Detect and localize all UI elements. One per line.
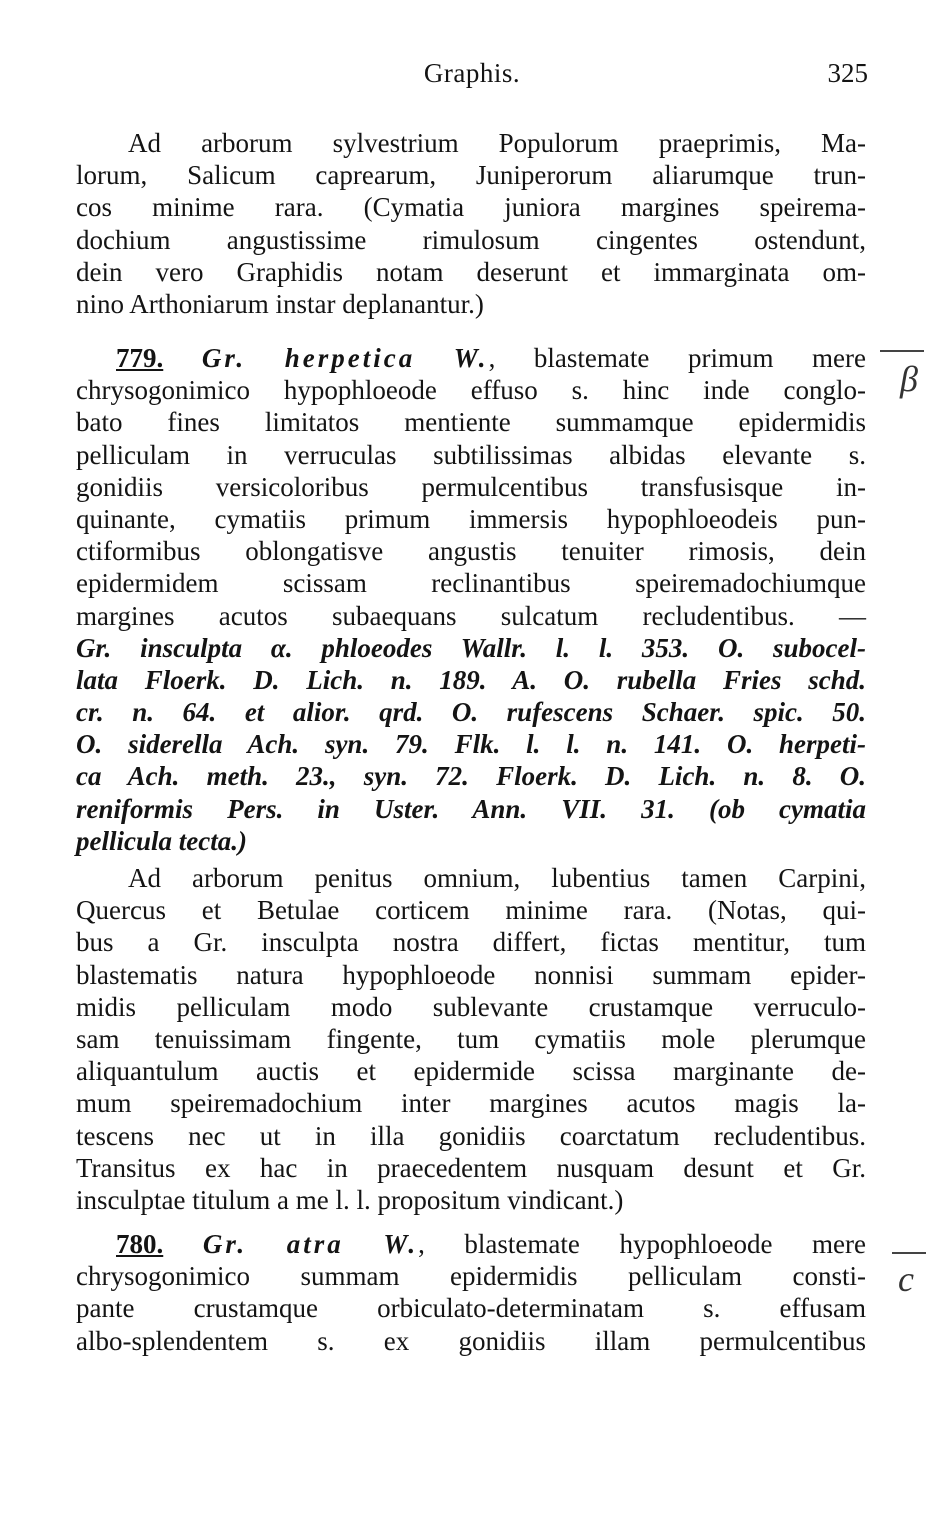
text-line: bato fines limitatos mentiente summamque epidermidis	[76, 407, 866, 438]
page-number: 325	[827, 58, 868, 88]
text-line: Quercus et Betulae corticem minime rara. (Notas, qui-	[76, 895, 866, 926]
genus-name: Gr.	[201, 343, 247, 373]
page-header	[76, 58, 868, 98]
text-line: gonidiis versicoloribus permulcentibus transfusisque in-	[76, 471, 866, 502]
text-line: midis pelliculam modo sublevante crustamque verruculo-	[76, 991, 866, 1022]
text-line: bus a Gr. insculpta nostra differt, fictas mentitur, tum	[76, 927, 866, 958]
margin-note-c: c	[898, 1259, 914, 1299]
synonymy-line	[76, 696, 866, 728]
genus-name: Gr.	[202, 1229, 248, 1259]
synonymy-line	[76, 632, 866, 664]
text-line: Ad arborum penitus omnium, lubentius tamen Carpini,	[128, 863, 866, 893]
entry-780	[76, 1228, 866, 1357]
text-line: tescens nec ut in illa gonidiis coarctatum recludentibus.	[76, 1120, 866, 1151]
text-line: aliquantulum auctis et epidermide scissa marginante de-	[76, 1056, 866, 1087]
margin-note-beta: β	[900, 359, 918, 399]
text-line: nino Arthoniarum instar deplanantur.)	[76, 288, 484, 319]
entry-number: 779.	[116, 343, 164, 373]
description-start: , blastemate hypophloeode mere	[418, 1229, 866, 1259]
entry-heading	[76, 1228, 866, 1260]
synonymy-text: O. siderella Ach. syn. 79. Flk. l. l. n. 141. O. herpeti-	[76, 729, 866, 760]
paragraph-habitat	[76, 862, 866, 1216]
text-line: dochium angustissime rimulosum cingentes ostendunt,	[76, 224, 866, 255]
entry-779	[76, 342, 866, 857]
entry-number: 780.	[116, 1229, 164, 1259]
running-title: Graphis.	[423, 58, 521, 88]
synonymy-line	[76, 664, 866, 696]
synonymy-text: pellicula tecta.)	[76, 825, 247, 856]
paragraph-intro	[76, 127, 866, 320]
text-line: mum speiremadochium inter margines acutos magis la-	[76, 1088, 866, 1119]
text-line: cos minime rara. (Cymatia juniora margines speirema-	[76, 192, 866, 223]
margin-stroke	[880, 350, 924, 352]
text-line: lorum, Salicum caprearum, Juniperorum aliarumque trun-	[76, 160, 866, 191]
entry-heading	[76, 342, 866, 374]
synonymy-line	[76, 825, 866, 857]
synonymy-line	[76, 728, 866, 760]
text-line: chrysogonimico summam epidermidis pelliculam consti-	[76, 1261, 866, 1292]
text-line: epidermidem scissam reclinantibus speiremadochiumque	[76, 568, 866, 599]
author-name: W.	[453, 343, 489, 373]
synonymy-text: Gr. insculpta α. phloeodes Wallr. l. l. 353. O. subocel-	[76, 632, 866, 663]
text-line: chrysogonimico hypophloeode effuso s. hinc inde conglo-	[76, 375, 866, 406]
synonymy-text: ca Ach. meth. 23., syn. 72. Floerk. D. Lich. n. 8. O.	[76, 761, 866, 792]
text-line: insculptae titulum a me l. l. propositum vindicant.)	[76, 1184, 624, 1215]
text-line: pelliculam in verruculas subtilissimas albidas elevante s.	[76, 439, 866, 470]
text-line: pante crustamque orbiculato-determinatam s. effusam	[76, 1293, 866, 1324]
synonymy-line	[76, 793, 866, 825]
species-name: herpetica	[284, 343, 416, 373]
text-line: quinante, cymatiis primum immersis hypophloeodeis pun-	[76, 503, 866, 534]
synonymy-text: cr. n. 64. et alior. qrd. O. rufescens Schaer. spic. 50.	[76, 697, 866, 728]
text-line: Ad arborum sylvestrium Populorum praeprimis, Ma-	[128, 128, 866, 158]
text-line: blastematis natura hypophloeode nonnisi summam epider-	[76, 959, 866, 990]
text-line: dein vero Graphidis notam deserunt et immarginata om-	[76, 256, 866, 287]
author-name: W.	[383, 1229, 419, 1259]
synonymy-text: reniformis Pers. in Uster. Ann. VII. 31. (ob cymatia	[76, 793, 866, 824]
description-start: , blastemate primum mere	[488, 343, 866, 373]
text-line: sam tenuissimam fingente, tum cymatiis mole plerumque	[76, 1023, 866, 1054]
text-line: ctiformibus oblongatisve angustis tenuiter rimosis, dein	[76, 536, 866, 567]
synonymy-text: lata Floerk. D. Lich. n. 189. A. O. rubella Fries schd.	[76, 664, 866, 695]
margin-stroke	[892, 1252, 926, 1254]
text-line: Transitus ex hac in praecedentem nusquam desunt et Gr.	[76, 1152, 866, 1183]
text-line: margines acutos subaequans sulcatum recludentibus. —	[76, 600, 866, 631]
text-line: albo-splendentem s. ex gonidiis illam permulcentibus	[76, 1325, 866, 1356]
species-name: atra	[286, 1229, 344, 1259]
synonymy-line	[76, 760, 866, 792]
